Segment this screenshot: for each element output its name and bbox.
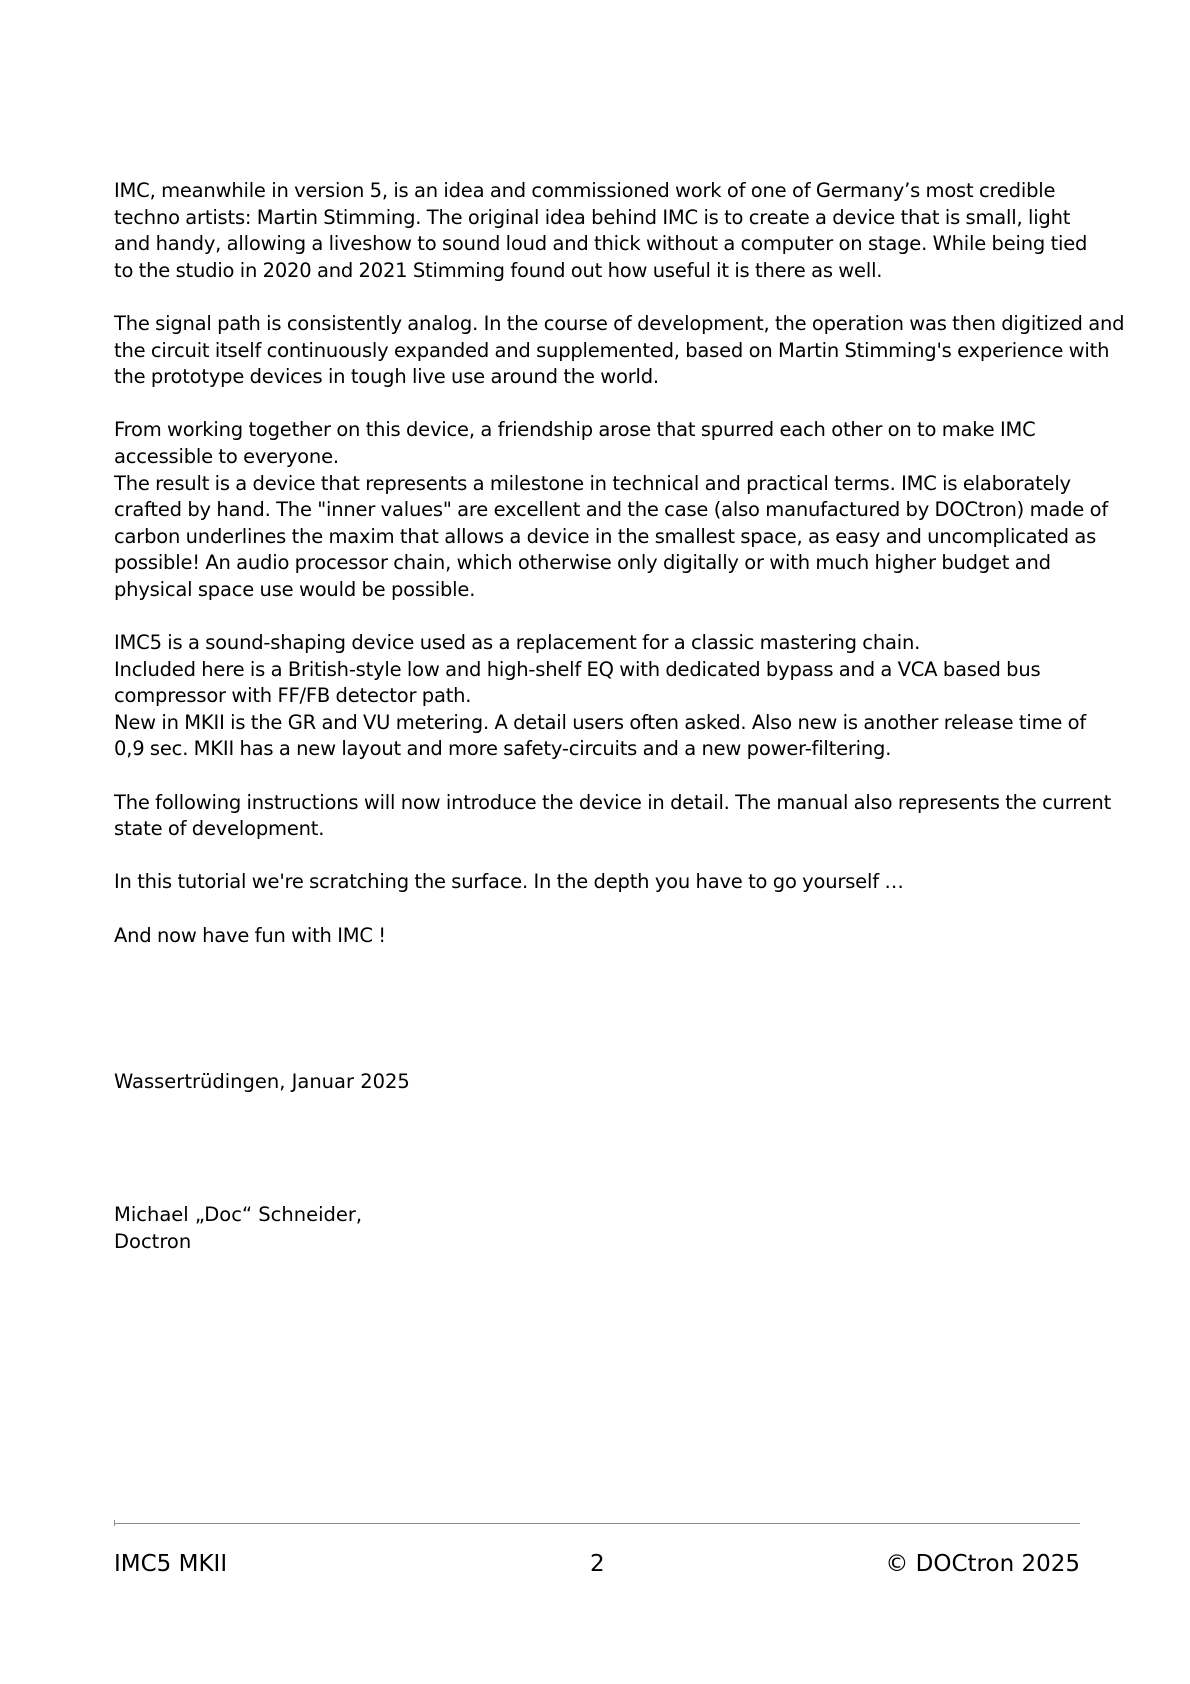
footer-copyright: © DOCtron 2025: [885, 1551, 1080, 1577]
text-line: New in MKII is the GR and VU metering. A detail users often asked. Also new is another release time of: [114, 710, 1087, 734]
footer-divider-mark: [114, 1520, 119, 1526]
paragraph-friendship: [114, 417, 1108, 603]
text-line: physical space use would be possible.: [114, 577, 476, 601]
paragraph-signal-path: [114, 311, 1125, 391]
text-line: IMC5 is a sound-shaping device used as a replacement for a classic mastering chain.: [114, 631, 921, 655]
paragraph-imc5: [114, 630, 1099, 763]
text-line: The signal path is consistently analog. In the course of development, the operation was then digitized and: [114, 311, 1125, 335]
text-line: possible! An audio processor chain, which otherwise only digitally or with much higher budget and: [114, 551, 1051, 575]
paragraph-tutorial: [114, 869, 1099, 896]
signature-block: [114, 1202, 362, 1255]
paragraph-intro: [114, 178, 1099, 284]
text-line: to the studio in 2020 and 2021 Stimming found out how useful it is there as well.: [114, 258, 883, 282]
body-text: [114, 178, 1125, 976]
text-line: IMC, meanwhile in version 5, is an idea and commissioned work of one of Germany’s most credible: [114, 179, 1056, 202]
paragraph-instructions: [114, 790, 1112, 843]
text-line: the circuit itself continuously expanded and supplemented, based on Martin Stimming's experience with: [114, 338, 1110, 362]
text-line: And now have fun with IMC !: [114, 923, 386, 947]
text-line: The following instructions will now introduce the device in detail. The manual also represents the current: [114, 790, 1112, 814]
text-line: From working together on this device, a friendship arose that spurred each other on to make IMC: [114, 418, 1036, 442]
signature-company: Doctron: [114, 1229, 192, 1253]
text-line: carbon underlines the maxim that allows a device in the smallest space, as easy and uncomplicated as: [114, 524, 1097, 548]
text-line: crafted by hand. The "inner values" are excellent and the case (also manufactured by DOCtron) made of: [114, 498, 1108, 522]
signature-name: Michael „Doc“ Schneider,: [114, 1203, 363, 1226]
footer-divider: [114, 1523, 1080, 1524]
text-line: techno artists: Martin Stimming. The original idea behind IMC is to create a device that is small, light: [114, 205, 1071, 229]
footer-page-number: 2: [590, 1551, 605, 1577]
text-line: accessible to everyone.: [114, 444, 339, 468]
footer-product-name: IMC5 MKII: [114, 1551, 228, 1577]
text-line: the prototype devices in tough live use around the world.: [114, 365, 659, 389]
place-date: Wassertrüdingen, Januar 2025: [114, 1070, 410, 1093]
paragraph-have-fun: [114, 923, 1099, 950]
text-line: Included here is a British-style low and high-shelf EQ with dedicated bypass and a VCA based bus: [114, 657, 1041, 681]
text-line: and handy, allowing a liveshow to sound loud and thick without a computer on stage. While being tied: [114, 232, 1088, 256]
text-line: In this tutorial we're scratching the surface. In the depth you have to go yourself …: [114, 870, 904, 894]
text-line: 0,9 sec. MKII has a new layout and more safety-circuits and a new power-filtering.: [114, 737, 892, 761]
text-line: The result is a device that represents a milestone in technical and practical terms. IMC is elaborately: [114, 471, 1071, 495]
text-line: compressor with FF/FB detector path.: [114, 684, 472, 708]
text-line: state of development.: [114, 817, 325, 841]
